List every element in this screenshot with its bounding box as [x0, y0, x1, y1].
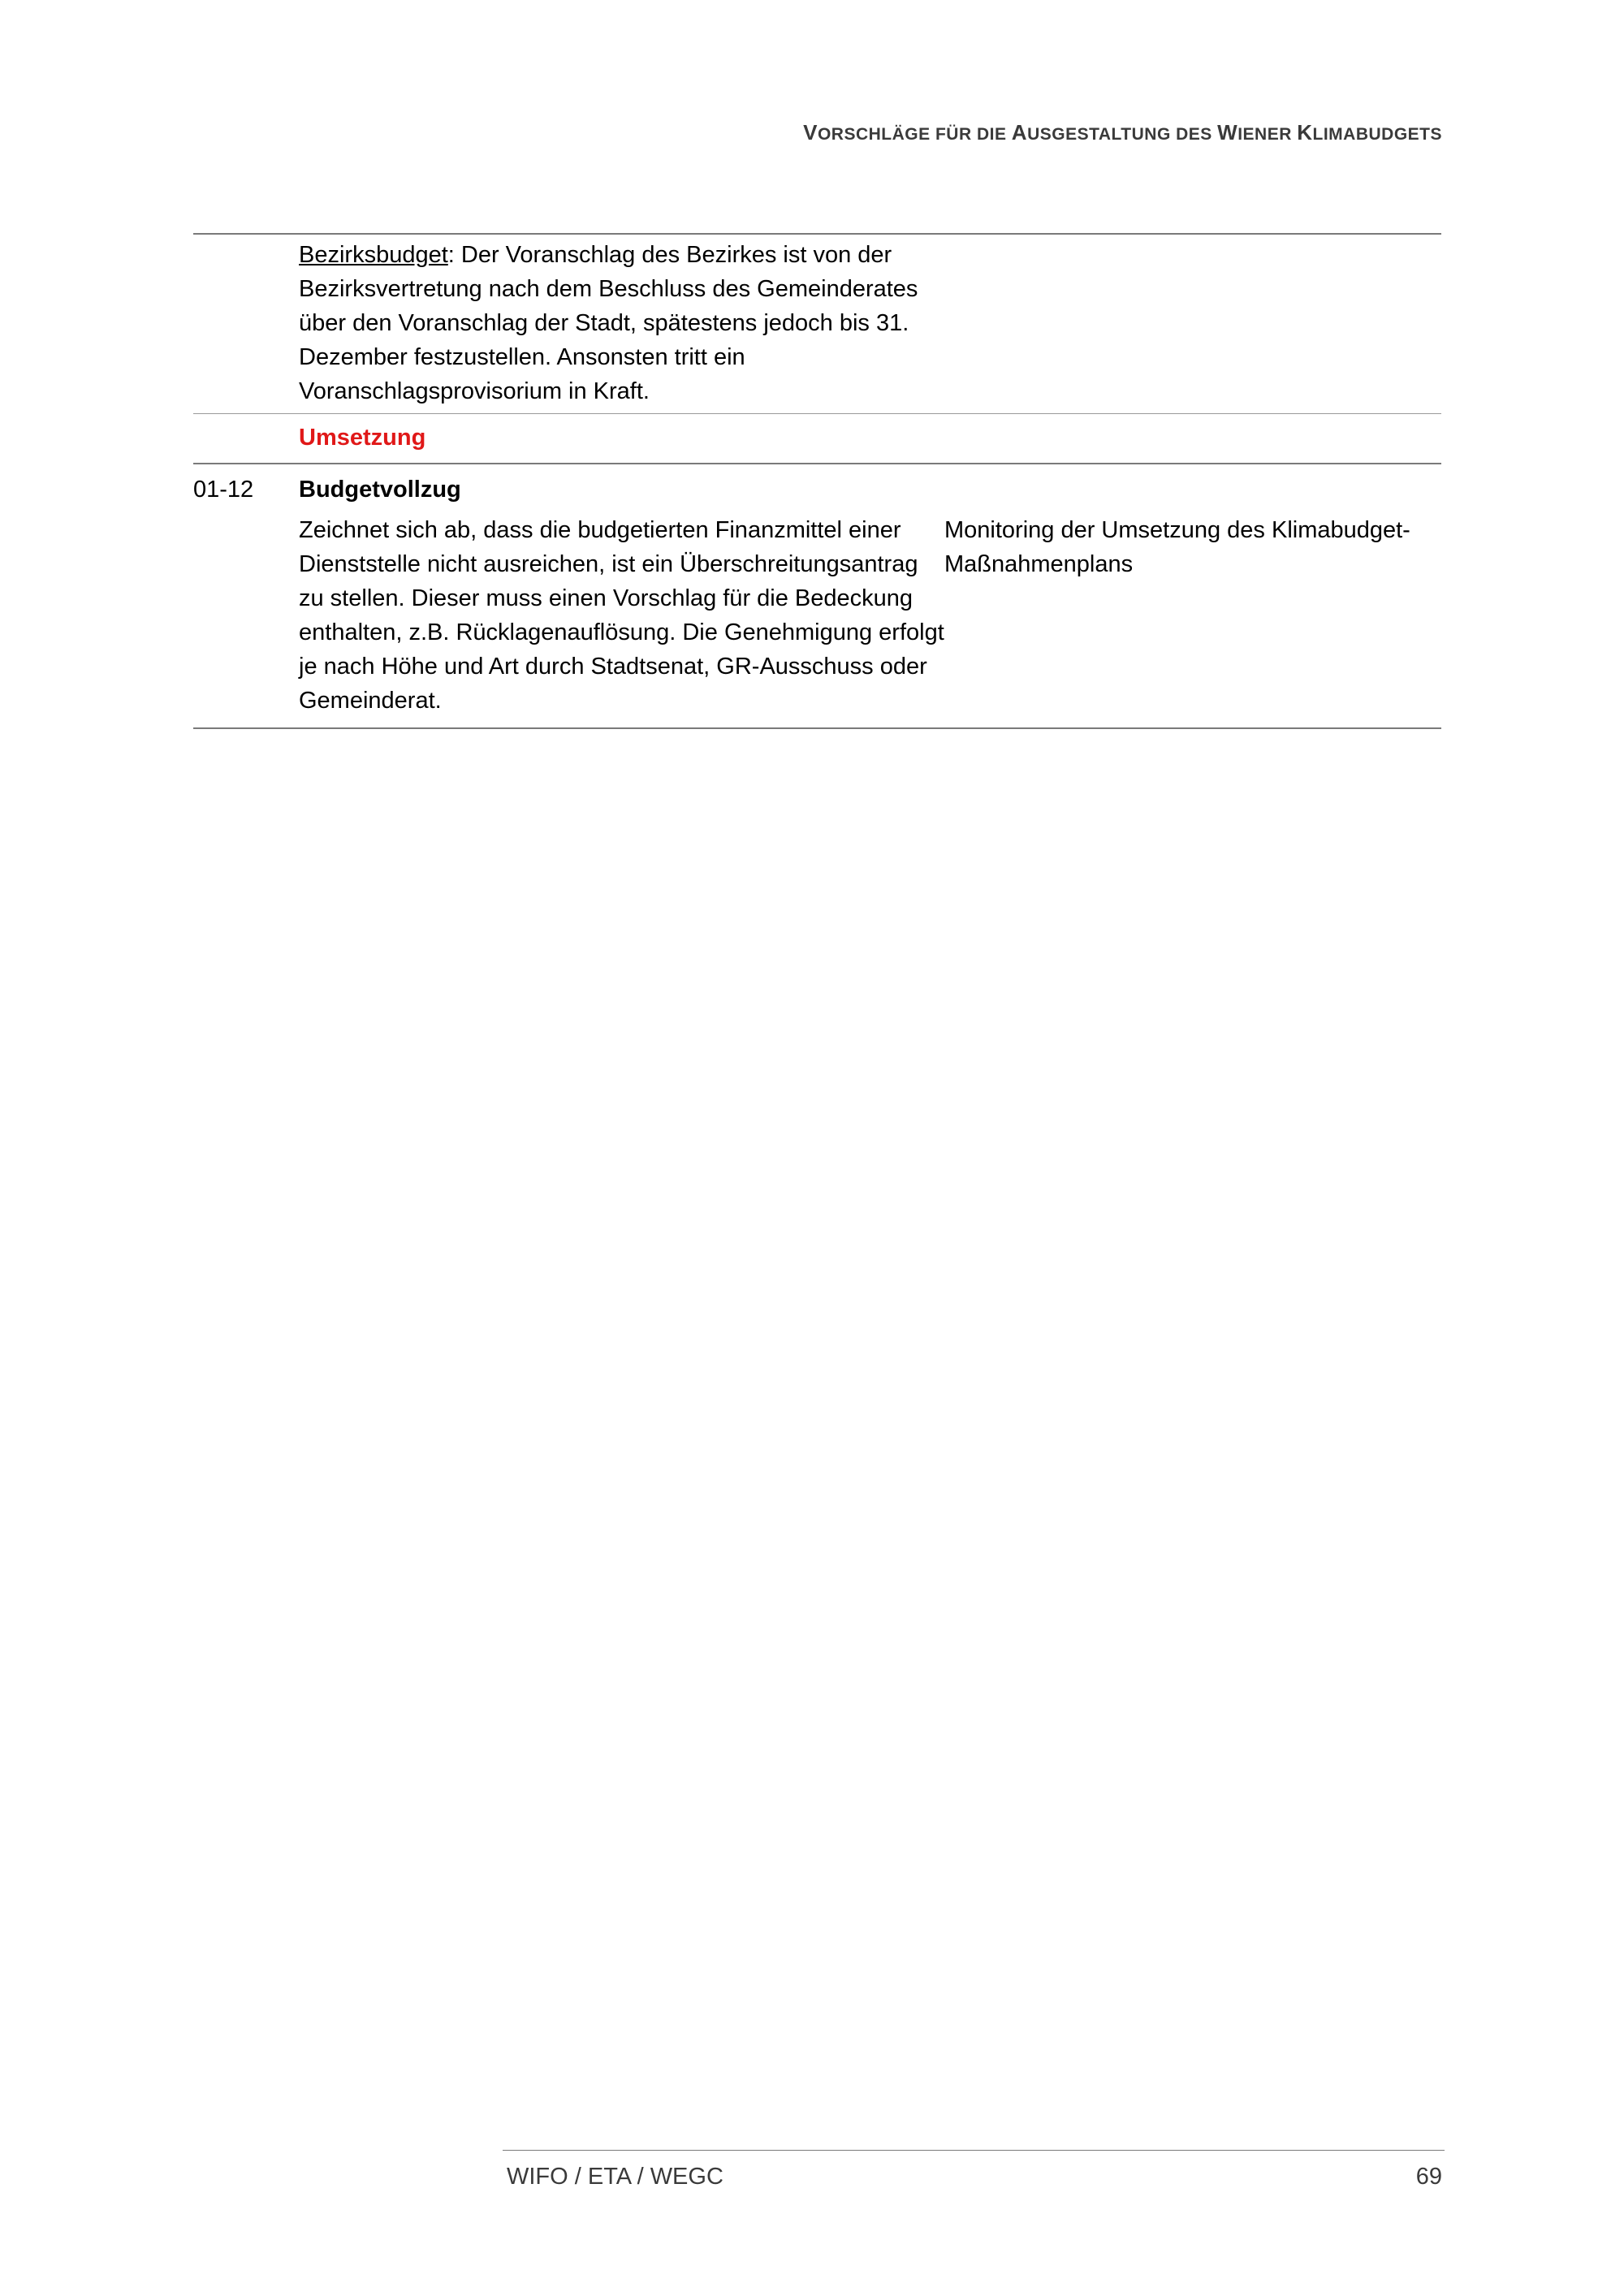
footer-rule: [503, 2150, 1445, 2151]
header-part-1: VORSCHLÄGE FÜR DIE: [803, 120, 1012, 145]
measures-table: [193, 233, 1441, 729]
table-bottom-rule: [193, 727, 1441, 729]
row-note: [944, 238, 1441, 408]
table-row: [193, 235, 1441, 413]
bezirksbudget-term: Bezirksbudget: [299, 242, 448, 268]
page-header: [803, 120, 1442, 145]
measure-description: Zeichnet sich ab, dass die budgetierten Finanzmittel einer Dienststelle nicht ausreichen, ist ein Überschreitungsantrag zu stellen. Dieser muss einen Vorschlag für die Bedeckung enthalten, z.B. Rücklagenauflösung. Die Genehmigung erfolgt je nach Höhe und Art durch Stadtsenat, GR-Ausschuss oder Gemeinderat.: [299, 517, 944, 714]
footer-organizations: WIFO / ETA / WEGC: [507, 2164, 723, 2190]
section-row: [193, 414, 1441, 463]
header-part-4: KLIMABUDGETS: [1297, 120, 1442, 145]
section-label-umsetzung: Umsetzung: [299, 425, 426, 451]
header-part-2: AUSGESTALTUNG DES: [1011, 120, 1218, 145]
row-text: [299, 238, 944, 408]
page-number: 69: [1415, 2164, 1442, 2190]
table-row: [193, 464, 1441, 727]
bezirksbudget-description: : Der Voranschlag des Bezirkes ist von der Bezirksvertretung nach dem Beschluss des Gemeinderates über den Voranschlag der Stadt, spätestens jedoch bis 31. Dezember festzustellen. Ansonsten tritt ein Voranschlagsprovisorium in Kraft.: [299, 242, 918, 404]
measure-title: Budgetvollzug: [299, 477, 461, 503]
row-id: 01-12: [193, 477, 254, 503]
row-id: [193, 238, 299, 408]
header-part-3: WIENER: [1217, 120, 1298, 145]
row-text: [299, 473, 944, 718]
row-note: Monitoring der Umsetzung des Klimabudget-Maßnahmenplans: [944, 517, 1410, 577]
